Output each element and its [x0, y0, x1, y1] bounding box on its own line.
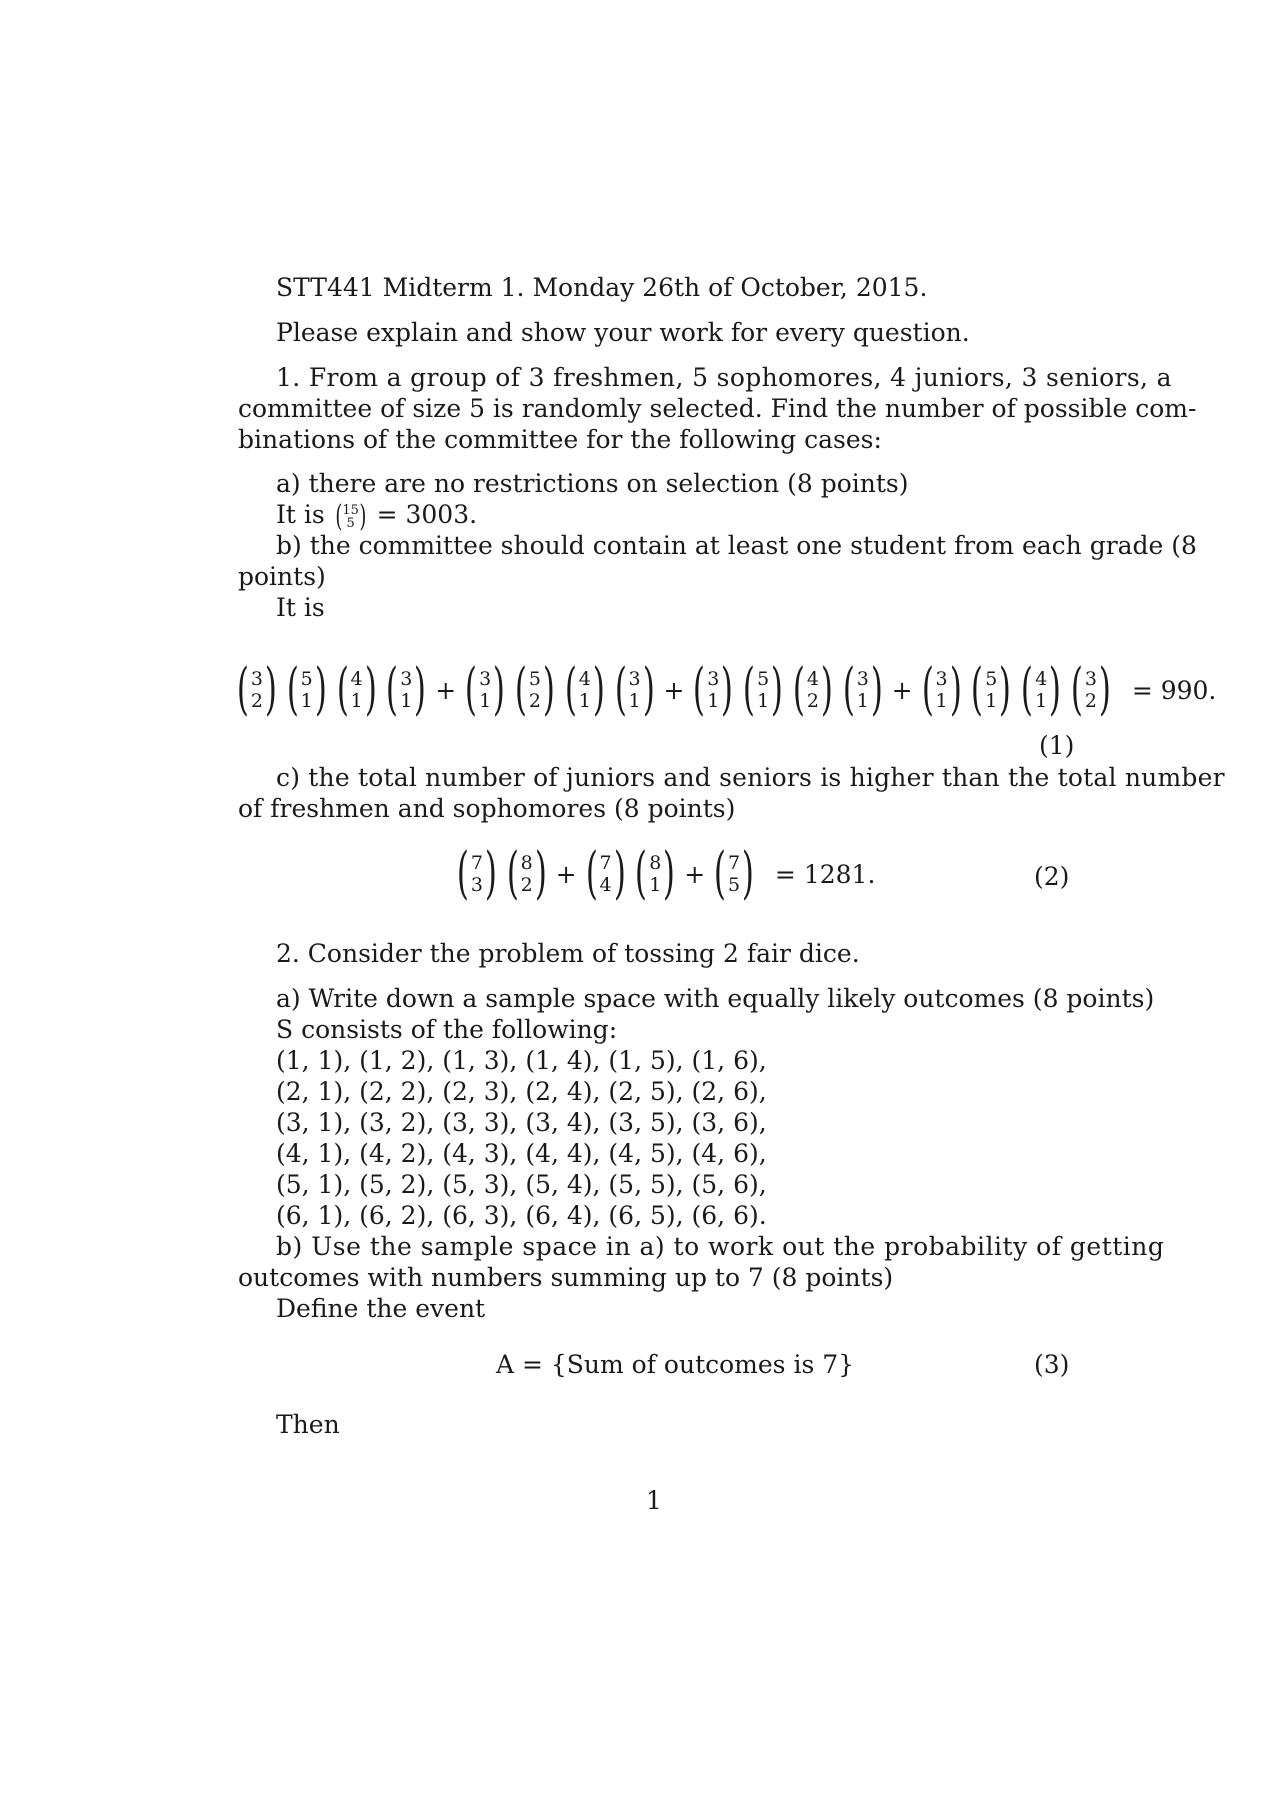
binomial: ( 7 4 ): [585, 841, 626, 906]
q2-text: 2. Consider the problem of tossing 2 fair dice.: [276, 939, 860, 968]
binomial: ( 3 1 ): [842, 657, 883, 722]
q1-text-line2: committee of size 5 is randomly selected. Find the number of possible com-: [238, 394, 1197, 423]
q1a-binomial: ( 15 5 ): [335, 498, 367, 534]
sample-space-row: (6, 1), (6, 2), (6, 3), (6, 4), (6, 5), (6, 6).: [276, 1201, 767, 1230]
equation-1: [232, 657, 1220, 722]
binomial: ( 5 2 ): [514, 657, 555, 722]
binomial: ( 4 1 ): [336, 657, 377, 722]
binomial: ( 7 5 ): [714, 841, 755, 906]
equation-1-result: = 990.: [1131, 675, 1217, 705]
plus-sign: +: [663, 675, 685, 705]
binomial: ( 8 2 ): [506, 841, 547, 906]
equation-2: [452, 841, 879, 906]
equation-1-terms: [232, 657, 1116, 722]
q1b-prompt-line2: points): [238, 562, 326, 591]
equation-2-number: (2): [1034, 862, 1070, 891]
plus-sign: +: [684, 859, 706, 889]
q1a-answer: [276, 499, 477, 532]
binomial: ( 3 2 ): [1070, 657, 1111, 722]
sample-space-row: (1, 1), (1, 2), (1, 3), (1, 4), (1, 5), (1, 6),: [276, 1046, 767, 1075]
then-label: Then: [276, 1410, 340, 1439]
equation-3-number: (3): [1034, 1350, 1070, 1379]
sample-space-row: (5, 1), (5, 2), (5, 3), (5, 4), (5, 5), (5, 6),: [276, 1170, 767, 1199]
q2b-prompt-line2: outcomes with numbers summing up to 7 (8 points): [238, 1263, 894, 1292]
binomial: ( 5 1 ): [971, 657, 1012, 722]
plus-sign: +: [891, 675, 913, 705]
sample-space-row: (4, 1), (4, 2), (4, 3), (4, 4), (4, 5), (4, 6),: [276, 1139, 767, 1168]
q1a-answer-suffix: = 3003.: [376, 500, 478, 529]
q1a-answer-prefix: It is: [276, 500, 325, 529]
binomial: ( 3 1 ): [921, 657, 962, 722]
binomial: ( 3 2 ): [236, 657, 277, 722]
sample-space-row: (3, 1), (3, 2), (3, 3), (3, 4), (3, 5), (3, 6),: [276, 1108, 767, 1137]
q1-text-line1: 1. From a group of 3 freshmen, 5 sophomores, 4 juniors, 3 seniors, a: [276, 363, 1172, 392]
equation-1-number: (1): [1039, 731, 1075, 760]
binomial: ( 3 1 ): [693, 657, 734, 722]
binomial: ( 3 1 ): [465, 657, 506, 722]
q1a-prompt: a) there are no restrictions on selection (8 points): [276, 469, 909, 498]
binomial: ( 5 1 ): [286, 657, 327, 722]
binomial: ( 3 1 ): [614, 657, 655, 722]
q1b-prompt-line1: b) the committee should contain at least one student from each grade (8: [276, 531, 1197, 560]
q1-text-line3: binations of the committee for the following cases:: [238, 425, 882, 454]
instructions: Please explain and show your work for every question.: [276, 318, 970, 347]
binomial: ( 5 1 ): [743, 657, 784, 722]
binomial: ( 4 1 ): [1021, 657, 1062, 722]
plus-sign: +: [555, 859, 577, 889]
q2b-define: Define the event: [276, 1294, 486, 1323]
equation-2-terms: [452, 841, 759, 906]
binomial: ( 4 2 ): [792, 657, 833, 722]
q2a-prompt: a) Write down a sample space with equally likely outcomes (8 points): [276, 984, 1155, 1013]
binomial: ( 4 1 ): [564, 657, 605, 722]
q1b-answer-prefix: It is: [276, 593, 325, 622]
equation-2-result: = 1281.: [774, 859, 876, 889]
q2b-prompt-line1: b) Use the sample space in a) to work out the probability of getting: [276, 1232, 1165, 1261]
exam-header: STT441 Midterm 1. Monday 26th of October, 2015.: [276, 273, 928, 302]
q1c-prompt-line2: of freshmen and sophomores (8 points): [238, 794, 736, 823]
binomial: ( 8 1 ): [635, 841, 676, 906]
binom-top: 15: [342, 502, 359, 518]
sample-space-row: (2, 1), (2, 2), (2, 3), (2, 4), (2, 5), (2, 6),: [276, 1077, 767, 1106]
binomial: ( 7 3 ): [456, 841, 497, 906]
binom-bottom: 5: [346, 515, 355, 531]
binomial: ( 3 1 ): [386, 657, 427, 722]
equation-3: A = {Sum of outcomes is 7}: [496, 1350, 855, 1379]
q2a-answer: S consists of the following:: [276, 1015, 618, 1044]
plus-sign: +: [435, 675, 457, 705]
page-number: 1: [646, 1486, 662, 1515]
q1c-prompt-line1: c) the total number of juniors and seniors is higher than the total number: [276, 763, 1225, 792]
